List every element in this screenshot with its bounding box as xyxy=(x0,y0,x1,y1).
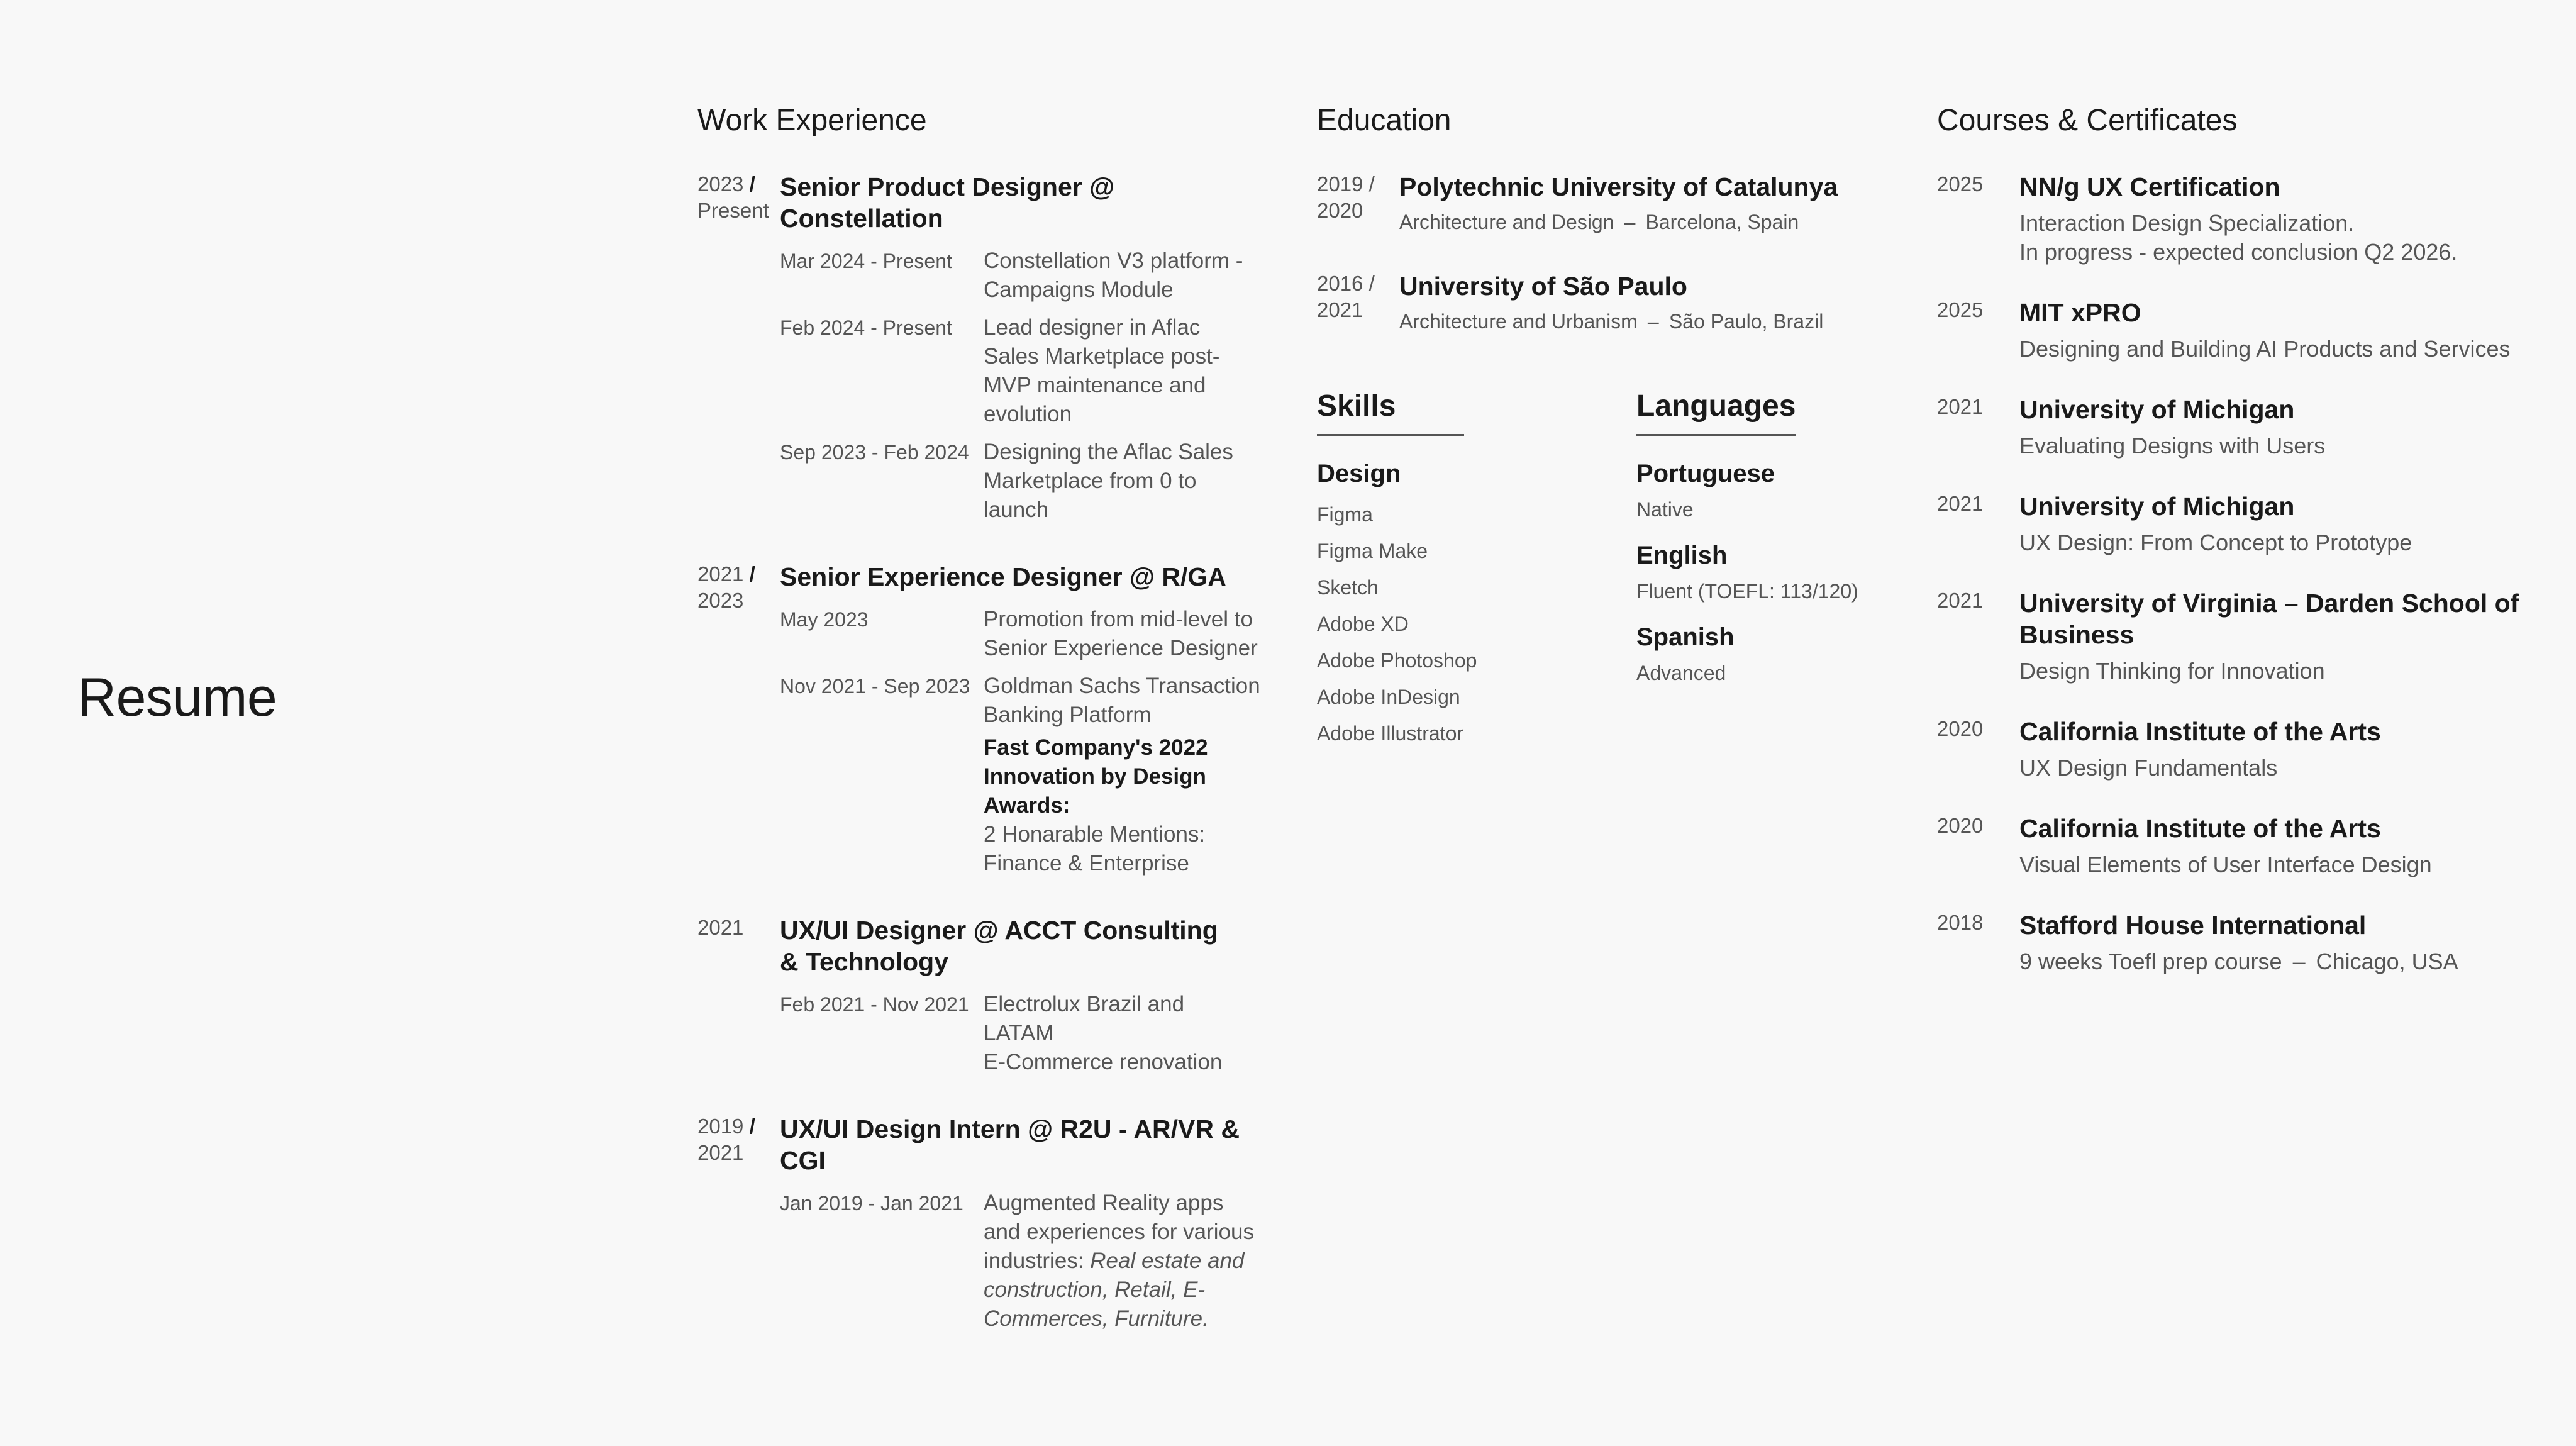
job-title: UX/UI Designer @ ACCT Consulting & Technology xyxy=(780,916,1218,976)
entry-date: Feb 2024 - Present xyxy=(780,316,952,339)
job-entry xyxy=(780,1189,1263,1333)
award-description: 2 Honarable Mentions: Finance & Enterprise xyxy=(984,822,1206,876)
skill-item: Adobe Illustrator xyxy=(1317,722,1464,745)
course-description: Design Thinking for Innovation xyxy=(2019,658,2325,684)
job-years: 2019 / 2021 xyxy=(697,1115,755,1164)
language-name: Spanish xyxy=(1636,623,1735,651)
course-description: Visual Elements of User Interface Design xyxy=(2019,852,2432,877)
language-level: Fluent (TOEFL: 113/120) xyxy=(1636,580,1858,603)
entry-description: Lead designer in Aflac Sales Marketplace post-MVP maintenance and evolution xyxy=(984,315,1220,426)
entry-date: May 2023 xyxy=(780,608,869,631)
languages-heading: Languages xyxy=(1636,387,1796,436)
education-item xyxy=(1317,171,1883,235)
education-details: Architecture and Urbanism – São Paulo, Brazil xyxy=(1399,310,1824,333)
education-details: Architecture and Design – Barcelona, Spain xyxy=(1399,211,1799,233)
job-entry xyxy=(780,672,1263,878)
course-year: 2025 xyxy=(1937,172,1984,196)
course-year: 2020 xyxy=(1937,814,1984,837)
entry-description: Constellation V3 platform - Campaigns Module xyxy=(984,248,1243,302)
course-item xyxy=(1937,297,2566,364)
job-title: Senior Product Designer @ Constellation xyxy=(780,172,1115,233)
course-description: Interaction Design Specialization. In progress - expected conclusion Q2 2026. xyxy=(2019,210,2458,265)
education-heading: Education xyxy=(1317,104,1452,137)
work-experience-section xyxy=(697,102,1263,1370)
course-name: California Institute of the Arts xyxy=(2019,814,2381,843)
course-name: California Institute of the Arts xyxy=(2019,717,2381,746)
work-experience-heading: Work Experience xyxy=(697,104,927,137)
education-years: 2016 / 2021 xyxy=(1317,272,1375,321)
job-entry xyxy=(780,247,1263,304)
course-description: UX Design Fundamentals xyxy=(2019,755,2278,781)
education-item xyxy=(1317,270,1883,335)
entry-date: Mar 2024 - Present xyxy=(780,250,952,272)
course-name: NN/g UX Certification xyxy=(2019,172,2280,201)
entry-description: Goldman Sachs Transaction Banking Platform xyxy=(984,674,1260,727)
skills-languages xyxy=(1317,387,1883,752)
education-school: University of São Paulo xyxy=(1399,272,1687,301)
skill-item: Adobe XD xyxy=(1317,613,1409,635)
entry-description: Designing the Aflac Sales Marketplace from 0 to launch xyxy=(984,440,1233,522)
courses-heading: Courses & Certificates xyxy=(1937,104,2238,137)
language-name: Portuguese xyxy=(1636,460,1775,487)
skill-item: Adobe Photoshop xyxy=(1317,649,1477,672)
job-entry xyxy=(780,990,1263,1077)
award-title: Fast Company's 2022 Innovation by Design Awards: xyxy=(984,735,1208,818)
entry-description: Electrolux Brazil and LATAM E-Commerce renovation xyxy=(984,992,1223,1074)
course-year: 2021 xyxy=(1937,589,1984,612)
course-item xyxy=(1937,394,2566,460)
job-years: 2021 xyxy=(697,916,744,939)
course-year: 2025 xyxy=(1937,298,1984,321)
language-item xyxy=(1636,457,1883,523)
language-name: English xyxy=(1636,542,1728,569)
language-level: Native xyxy=(1636,498,1694,521)
job-item xyxy=(697,171,1263,533)
education-school: Polytechnic University of Catalunya xyxy=(1399,172,1838,201)
course-name: University of Michigan xyxy=(2019,395,2295,424)
course-description: Evaluating Designs with Users xyxy=(2019,433,2326,459)
course-description: 9 weeks Toefl prep course – Chicago, USA xyxy=(2019,948,2458,974)
course-name: University of Virginia – Darden School of Business xyxy=(2019,589,2519,649)
entry-date: Jan 2019 - Jan 2021 xyxy=(780,1192,963,1215)
skill-item: Sketch xyxy=(1317,576,1379,599)
course-item xyxy=(1937,909,2566,976)
course-item xyxy=(1937,716,2566,782)
language-level: Advanced xyxy=(1636,662,1726,684)
course-year: 2021 xyxy=(1937,395,1984,418)
course-year: 2018 xyxy=(1937,911,1984,934)
job-entry xyxy=(780,605,1263,663)
job-years: 2023 / Present xyxy=(697,172,769,222)
entry-description-italic: Real estate and construction, Retail, E-Commerces, Furniture. xyxy=(984,1249,1245,1331)
skills-section xyxy=(1317,387,1636,752)
language-item xyxy=(1636,621,1883,686)
job-entry xyxy=(780,313,1263,429)
language-item xyxy=(1636,539,1883,604)
job-entry xyxy=(780,438,1263,525)
course-item xyxy=(1937,171,2566,267)
entry-date: Sep 2023 - Feb 2024 xyxy=(780,441,969,464)
course-description: Designing and Building AI Products and Services xyxy=(2019,336,2511,362)
course-item xyxy=(1937,813,2566,879)
job-item xyxy=(697,561,1263,887)
course-description: UX Design: From Concept to Prototype xyxy=(2019,530,2412,555)
skill-item: Adobe InDesign xyxy=(1317,686,1460,708)
job-years: 2021 / 2023 xyxy=(697,562,755,612)
course-item xyxy=(1937,491,2566,557)
education-years: 2019 / 2020 xyxy=(1317,172,1375,222)
entry-description: Promotion from mid-level to Senior Experience Designer xyxy=(984,607,1258,660)
education-section xyxy=(1317,102,1883,752)
job-item xyxy=(697,915,1263,1086)
course-name: Stafford House International xyxy=(2019,911,2367,940)
languages-section xyxy=(1636,387,1883,752)
job-title: UX/UI Design Intern @ R2U - AR/VR & CGI xyxy=(780,1115,1240,1175)
job-title: Senior Experience Designer @ R/GA xyxy=(780,562,1226,591)
course-year: 2020 xyxy=(1937,717,1984,740)
course-name: MIT xPRO xyxy=(2019,298,2141,327)
courses-section xyxy=(1937,102,2566,1006)
entry-date: Feb 2021 - Nov 2021 xyxy=(780,993,969,1016)
skill-item: Figma xyxy=(1317,503,1373,526)
skills-heading: Skills xyxy=(1317,387,1464,436)
entry-date: Nov 2021 - Sep 2023 xyxy=(780,675,970,698)
skill-item: Figma Make xyxy=(1317,540,1428,562)
skills-group: Design xyxy=(1317,460,1401,487)
course-name: University of Michigan xyxy=(2019,492,2295,521)
resume-title: Resume xyxy=(77,667,277,728)
job-item xyxy=(697,1113,1263,1342)
course-year: 2021 xyxy=(1937,492,1984,515)
entry-description: Augmented Reality apps and experiences for various industries: Real estate and construction, Retail, E-Commerces, Furniture. xyxy=(984,1191,1254,1331)
course-item xyxy=(1937,587,2566,686)
